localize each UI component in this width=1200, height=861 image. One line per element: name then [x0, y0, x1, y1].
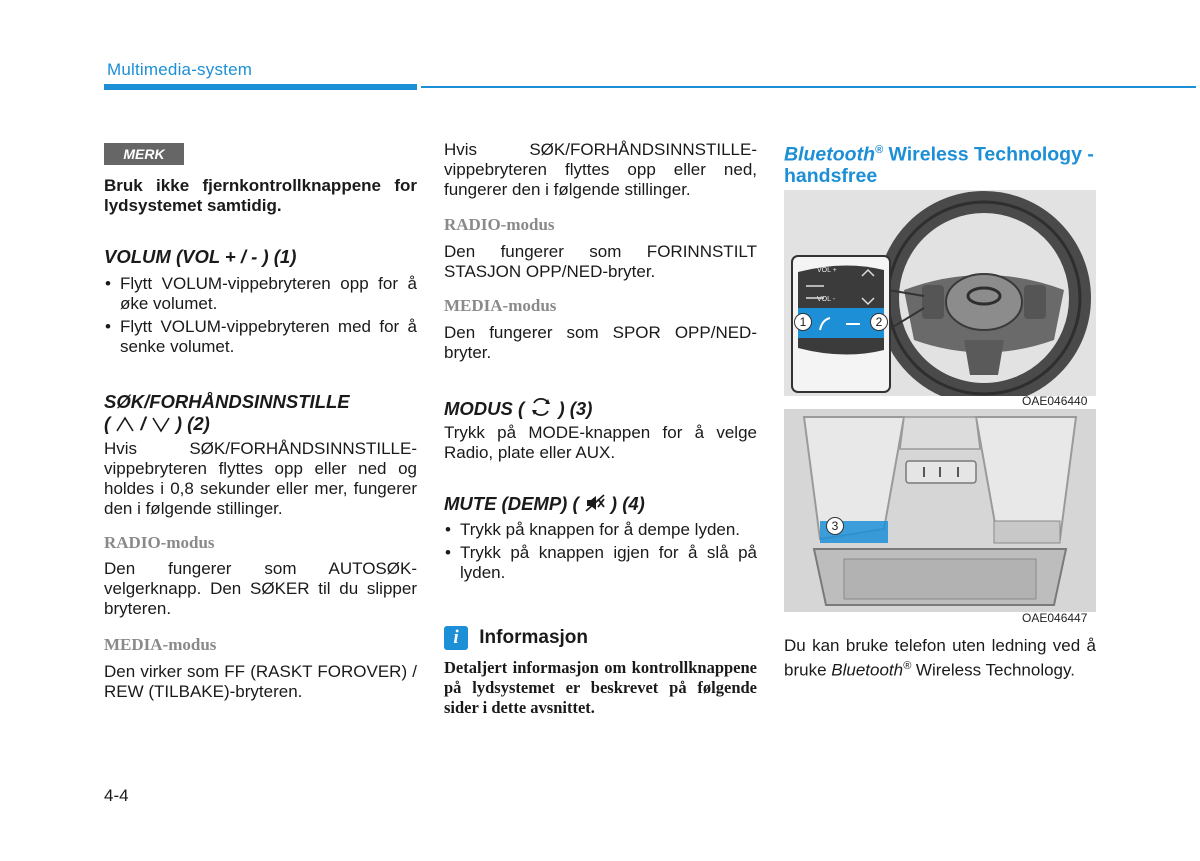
steering-wheel-figure	[784, 190, 1096, 396]
media-label: MEDIA-modus	[444, 296, 557, 315]
mute-heading	[444, 493, 757, 515]
radio-label: RADIO-modus	[444, 215, 555, 234]
callout-1: 1	[794, 313, 812, 331]
figure-code-1: OAE046440	[1022, 394, 1088, 408]
overhead-console-illustration	[784, 409, 1096, 612]
bluetooth-body-post: Wireless Technology.	[911, 660, 1075, 680]
bluetooth-body	[784, 636, 1096, 681]
page-number: 4-4	[104, 786, 129, 805]
list-item: • Flytt VOLUM-vippebryteren med for å senke volumet.	[104, 317, 417, 357]
header-rule-thick	[104, 84, 417, 90]
vol-minus-label: VOL -	[817, 296, 836, 303]
header-rule-thin	[421, 86, 1196, 88]
mode-heading	[444, 396, 757, 420]
seek-media-label: MEDIA-modus	[104, 635, 217, 654]
list-item: • Trykk på knappen igjen for å slå på lyden.	[444, 543, 757, 583]
mute-heading-pre: MUTE (DEMP) (	[444, 493, 579, 514]
seek-intro: Hvis SØK/FORHÅNDSINNSTILLE-vippebryteren flyttes opp eller ned, fungerer den i følgende stillinger.	[444, 140, 757, 199]
mute-speaker-icon	[584, 493, 606, 513]
bluetooth-brand: Bluetooth	[784, 143, 875, 166]
seek-heading-close: ) (2)	[175, 413, 210, 434]
volume-heading: VOLUM (VOL + / - ) (1)	[104, 246, 297, 267]
seek-heading-sep: /	[140, 413, 146, 434]
chevron-down-icon	[151, 415, 171, 433]
info-title: Informasjon	[479, 627, 589, 648]
radio-text: Den fungerer som FORINNSTILT STASJON OPP/NED-bryter.	[444, 242, 757, 281]
mute-list	[444, 520, 757, 586]
seek-heading-line1: SØK/FORHÅNDSINNSTILLE	[104, 391, 350, 412]
note-text: Bruk ikke fjernkontrollknappene for lydsystemet samtidig.	[104, 176, 417, 215]
section-title: Multimedia-system	[107, 60, 253, 79]
callout-3: 3	[826, 517, 844, 535]
mode-heading-post: ) (3)	[558, 398, 593, 419]
seek-radio-text: Den fungerer som AUTOSØK-velgerknapp. Den SØKER til du slipper bryteren.	[104, 559, 417, 618]
figure-code-2: OAE046447	[1022, 611, 1088, 625]
bluetooth-title-rest: Wireless Technology -handsfree	[784, 143, 1094, 187]
chevron-up-icon	[115, 415, 135, 433]
list-item: • Trykk på knappen for å dempe lyden.	[444, 520, 757, 540]
seek-radio-label: RADIO-modus	[104, 533, 215, 552]
list-item: • Flytt VOLUM-vippebryteren opp for å øke volumet.	[104, 274, 417, 314]
callout-2: 2	[870, 313, 888, 331]
bluetooth-title	[784, 140, 1097, 187]
bluetooth-body-pre: Du kan bruke telefon uten ledning ved å bruke	[784, 636, 1096, 680]
bluetooth-body-reg: ®	[903, 660, 912, 672]
vol-plus-label: VOL +	[817, 267, 837, 274]
media-text: Den fungerer som SPOR OPP/NED-bryter.	[444, 323, 757, 362]
volume-list	[104, 274, 417, 360]
overhead-console-figure	[784, 409, 1096, 612]
steering-wheel-illustration	[784, 190, 1096, 396]
info-text: Detaljert informasjon om kontrollknappene på lydsystemet er beskrevet på følgende sider i dette avsnittet.	[444, 658, 757, 717]
seek-body: Hvis SØK/FORHÅNDSINNSTILLE-vippebryteren flyttes opp eller ned og holdes i 0,8 sekunder eller mer, fungerer den i følgende stillinger.	[104, 439, 417, 518]
mode-cycle-icon	[529, 396, 553, 418]
seek-heading-open: (	[104, 413, 111, 434]
seek-heading-line2	[104, 413, 417, 435]
mute-heading-post: ) (4)	[610, 493, 645, 514]
bluetooth-body-brand: Bluetooth	[831, 660, 904, 680]
note-badge: MERK	[104, 143, 184, 165]
mode-text: Trykk på MODE-knappen for å velge Radio, plate eller AUX.	[444, 423, 757, 462]
seek-media-text: Den virker som FF (RASKT FOROVER) / REW (TILBAKE)-bryteren.	[104, 662, 417, 701]
mode-heading-pre: MODUS (	[444, 398, 525, 419]
seek-heading	[104, 391, 417, 435]
info-heading	[444, 626, 757, 650]
registered-mark: ®	[874, 144, 884, 156]
info-icon: i	[444, 626, 468, 650]
